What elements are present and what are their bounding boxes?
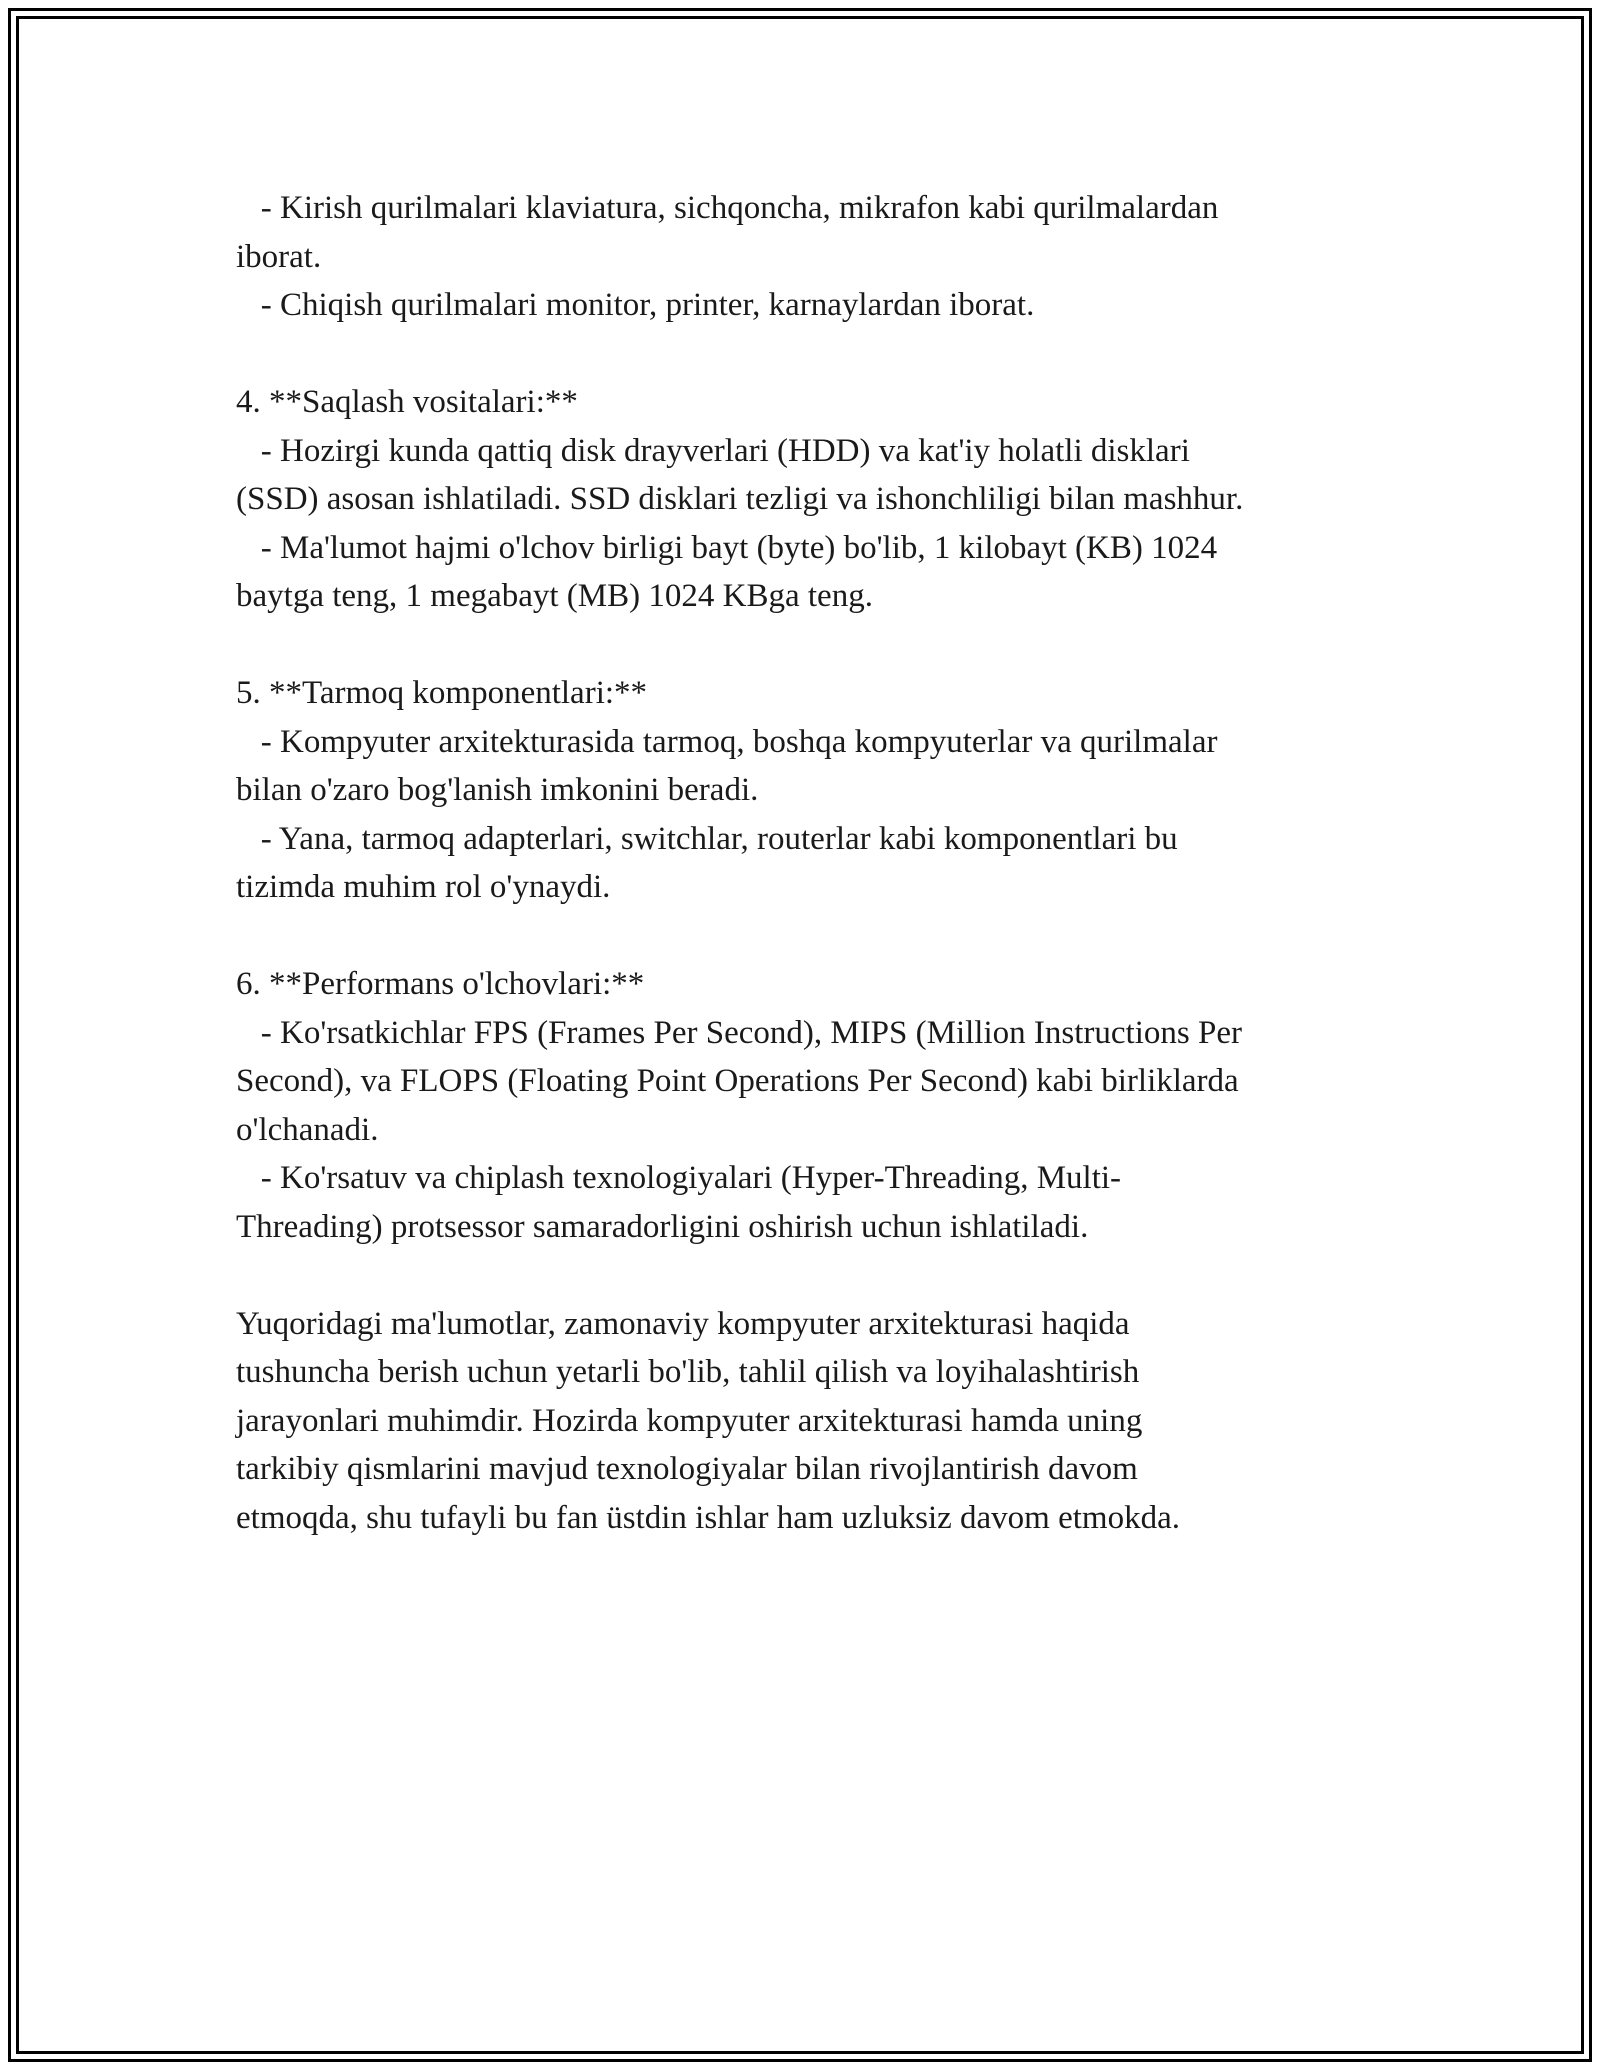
section-heading: 5. **Tarmoq komponentlari:** <box>236 675 648 711</box>
text-line: jarayonlari muhimdir. Hozirda kompyuter arxitekturasi hamda uning <box>236 1402 1143 1439</box>
paragraph-io-devices <box>236 184 1368 330</box>
text-line: - Kompyuter arxitekturasida tarmoq, boshqa kompyuterlar va qurilmalar <box>236 723 1218 760</box>
text-line: baytga teng, 1 megabayt (MB) 1024 KBga teng. <box>236 578 873 614</box>
text-line: tizimda muhim rol o'ynaydi. <box>236 869 611 905</box>
paragraph-gap <box>236 330 1368 379</box>
text-line: - Ma'lumot hajmi o'lchov birligi bayt (byte) bo'lib, 1 kilobayt (KB) 1024 <box>236 529 1218 566</box>
text-line: tushuncha berish uchun yetarli bo'lib, tahlil qilish va loyihalashtirish <box>236 1354 1140 1390</box>
text-line: Threading) protsessor samaradorligini oshirish uchun ishlatiladi. <box>236 1208 1089 1245</box>
paragraph-gap <box>236 621 1368 670</box>
text-line: - Ko'rsatkichlar FPS (Frames Per Second), MIPS (Million Instructions Per <box>236 1014 1242 1051</box>
text-line: o'lchanadi. <box>236 1111 379 1148</box>
text-line: - Kirish qurilmalari klaviatura, sichqoncha, mikrafon kabi qurilmalardan <box>236 190 1219 226</box>
section-network <box>236 669 1368 912</box>
text-line: iborat. <box>236 238 322 275</box>
text-line: - Ko'rsatuv va chiplash texnologiyalari (Hyper-Threading, Multi- <box>236 1160 1122 1196</box>
text-line: - Yana, tarmoq adapterlari, switchlar, routerlar kabi komponentlari bu <box>236 820 1178 857</box>
section-heading: 6. **Performans o'lchovlari:** <box>236 966 645 1002</box>
paragraph-gap <box>236 912 1368 961</box>
text-line: (SSD) asosan ishlatiladi. SSD disklari tezligi va ishonchliligi bilan mashhur. <box>236 481 1244 517</box>
text-line: bilan o'zaro bog'lanish imkonini beradi. <box>236 772 759 808</box>
paragraph-gap <box>236 1251 1368 1300</box>
document-body <box>236 184 1368 1542</box>
section-performance <box>236 960 1368 1251</box>
text-line: - Chiqish qurilmalari monitor, printer, karnaylardan iborat. <box>236 287 1035 323</box>
text-line: - Hozirgi kunda qattiq disk drayverlari (HDD) va kat'iy holatli disklari <box>236 432 1190 469</box>
text-line: Yuqoridagi ma'lumotlar, zamonaviy kompyuter arxitekturasi haqida <box>236 1305 1130 1342</box>
paragraph-conclusion <box>236 1300 1368 1543</box>
text-line: tarkibiy qismlarini mavjud texnologiyalar bilan rivojlantirish davom <box>236 1451 1138 1487</box>
section-storage <box>236 378 1368 621</box>
section-heading: 4. **Saqlash vositalari:** <box>236 384 578 420</box>
text-line: Second), va FLOPS (Floating Point Operations Per Second) kabi birliklarda <box>236 1063 1239 1099</box>
text-line: etmoqda, shu tufayli bu fan üstdin ishlar ham uzluksiz davom etmokda. <box>236 1499 1180 1536</box>
